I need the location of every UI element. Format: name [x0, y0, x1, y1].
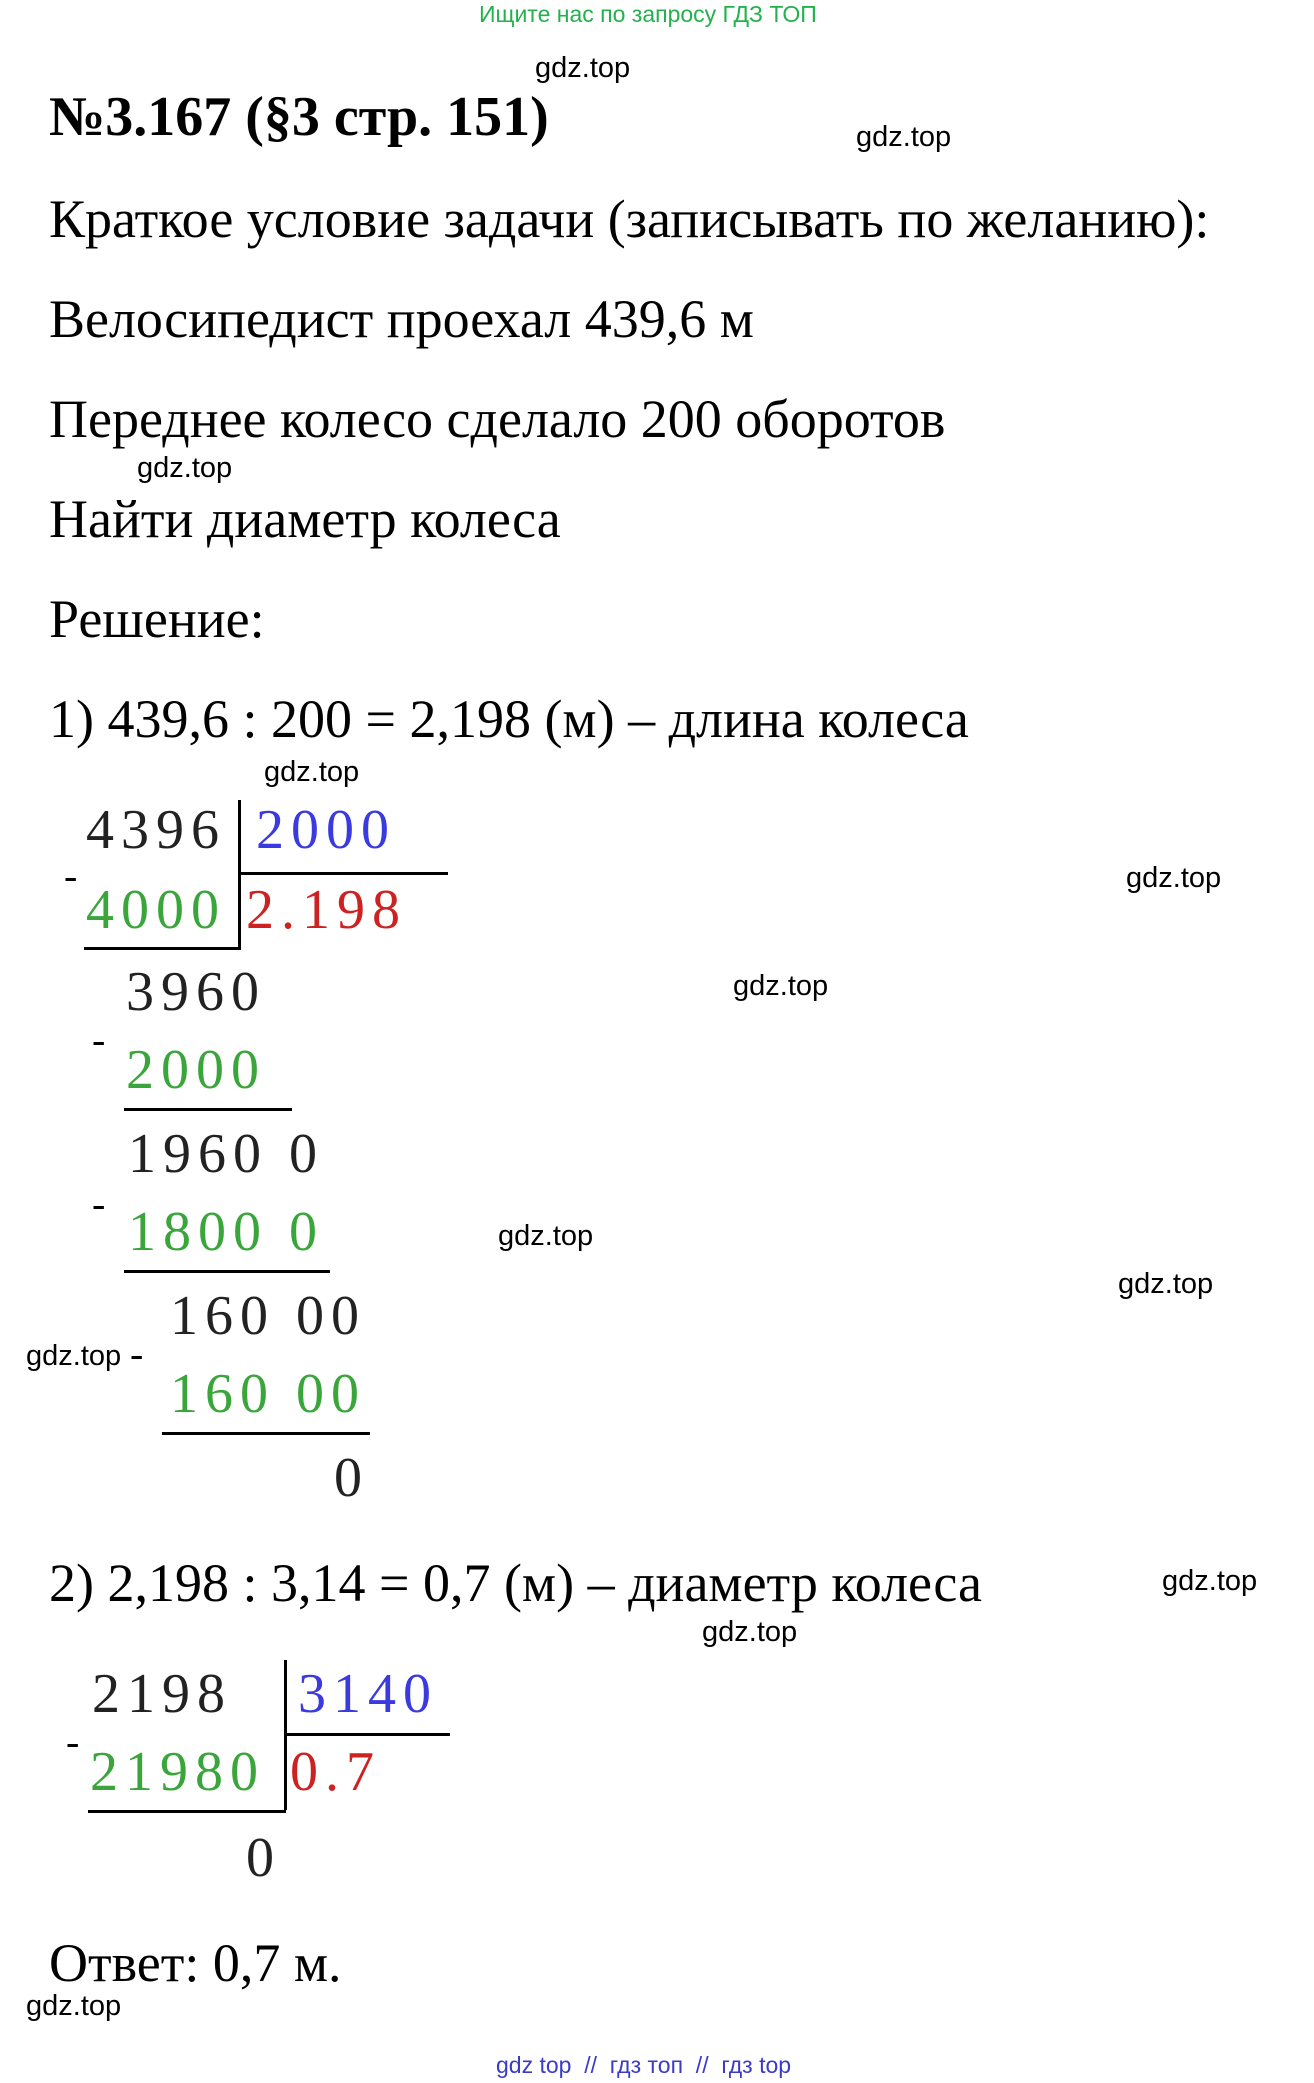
division1-row-7: 160 00 — [170, 1363, 366, 1425]
watermark: gdz.top — [1118, 1268, 1214, 1300]
division1-divisor: 2000 — [256, 799, 396, 861]
division1-rule-2 — [124, 1108, 292, 1111]
footer-links: gdz top // гдз топ // гдз top — [496, 2052, 792, 2078]
division1-bracket-vertical — [238, 800, 241, 950]
division1-minus-1: - — [64, 853, 78, 898]
watermark: gdz.top — [702, 1616, 798, 1648]
condition-header: Краткое условие задачи (записывать по желанию): — [49, 189, 1210, 249]
watermark: gdz.top — [733, 970, 829, 1002]
division2-minus: - — [66, 1719, 80, 1764]
watermark: gdz.top — [26, 1340, 122, 1372]
watermark: gdz.top — [264, 756, 360, 788]
answer-line: Ответ: 0,7 м. — [49, 1933, 342, 1993]
division1-minus-3: - — [92, 1181, 106, 1226]
division1-row-3: 2000 — [126, 1039, 266, 1101]
division1-minus-4: - — [130, 1331, 144, 1376]
division1-row-4: 1960 0 — [128, 1123, 324, 1185]
watermark: gdz.top — [137, 452, 233, 484]
division2-divisor: 3140 — [298, 1663, 438, 1725]
division1-row-6: 160 00 — [170, 1285, 366, 1347]
division2-rule — [88, 1810, 286, 1813]
division2-bracket-horizontal — [284, 1733, 450, 1736]
watermark: gdz.top — [26, 1990, 122, 2022]
watermark: gdz.top — [535, 52, 631, 84]
solution-header: Решение: — [49, 589, 265, 649]
solution-step-1: 1) 439,6 : 200 = 2,198 (м) – длина колеса — [49, 689, 969, 749]
division1-quotient: 2.198 — [246, 879, 407, 941]
division2-dividend: 2198 — [92, 1663, 232, 1725]
division2-subtrahend: 21980 — [90, 1741, 265, 1803]
condition-line-2: Переднее колесо сделало 200 оборотов — [49, 389, 946, 449]
condition-line-3: Найти диаметр колеса — [49, 489, 561, 549]
solution-step-2: 2) 2,198 : 3,14 = 0,7 (м) – диаметр колеса — [49, 1553, 982, 1613]
division2-quotient: 0.7 — [290, 1741, 381, 1803]
division1-remainder: 0 — [334, 1447, 369, 1509]
watermark: gdz.top — [1162, 1565, 1258, 1597]
division1-row-5: 1800 0 — [128, 1201, 324, 1263]
division1-dividend: 4396 — [86, 799, 226, 861]
watermark: gdz.top — [1126, 862, 1222, 894]
division1-bracket-horizontal — [238, 872, 448, 875]
page-title: №3.167 (§3 стр. 151) — [49, 86, 549, 148]
division1-row-2: 3960 — [126, 961, 266, 1023]
top-banner: Ищите нас по запросу ГДЗ ТОП — [479, 1, 817, 27]
division1-rule-3 — [124, 1270, 330, 1273]
watermark: gdz.top — [856, 121, 952, 153]
division1-minus-2: - — [92, 1017, 106, 1062]
division1-rule-1 — [84, 947, 240, 950]
division1-rule-4 — [162, 1432, 370, 1435]
division1-row-1: 4000 — [86, 879, 226, 941]
watermark: gdz.top — [498, 1220, 594, 1252]
condition-line-1: Велосипедист проехал 439,6 м — [49, 289, 754, 349]
division2-remainder: 0 — [246, 1827, 281, 1889]
